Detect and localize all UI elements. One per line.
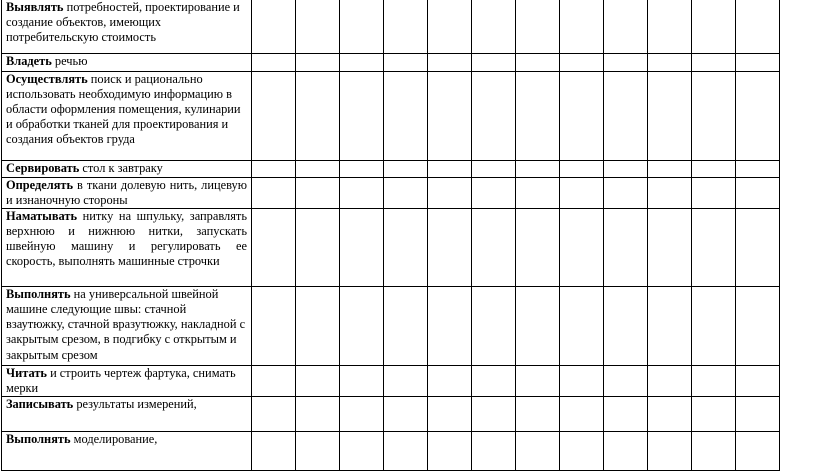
skill-verb: Выполнять	[6, 287, 71, 302]
grade-cell	[604, 54, 648, 72]
grade-cell	[648, 397, 692, 432]
grade-cell	[340, 366, 384, 397]
grade-cell	[736, 72, 780, 161]
grade-cell	[296, 432, 340, 471]
grade-cell	[472, 397, 516, 432]
grade-cell	[560, 432, 604, 471]
grade-cell	[736, 178, 780, 209]
skill-verb: Выполнять	[6, 432, 71, 447]
skill-cell	[2, 397, 252, 432]
skill-verb: Сервировать	[6, 161, 80, 175]
grade-cell	[604, 0, 648, 54]
grade-cell	[648, 54, 692, 72]
grade-cell	[648, 72, 692, 161]
grade-cell	[296, 72, 340, 161]
table-row	[2, 432, 780, 471]
grade-cell	[252, 54, 296, 72]
grade-cell	[604, 178, 648, 209]
grade-cell	[516, 178, 560, 209]
skill-verb: Владеть	[6, 54, 52, 68]
grade-cell	[384, 161, 428, 178]
grade-cell	[428, 161, 472, 178]
grade-cell	[560, 161, 604, 178]
skill-verb: Читать	[6, 366, 47, 381]
grade-cell	[340, 72, 384, 161]
grade-cell	[252, 287, 296, 366]
grade-cell	[472, 366, 516, 397]
grade-cell	[604, 397, 648, 432]
grade-cell	[428, 397, 472, 432]
grade-cell	[648, 287, 692, 366]
grade-cell	[384, 366, 428, 397]
grade-cell	[604, 72, 648, 161]
grade-cell	[516, 287, 560, 366]
skill-description: потребностей, проектирование и создание объектов, имеющих потребительскую стоимость	[6, 0, 240, 45]
grade-cell	[296, 209, 340, 287]
table-row	[2, 397, 780, 432]
skill-cell	[2, 72, 252, 161]
skill-verb: Записывать	[6, 397, 74, 412]
grade-cell	[692, 0, 736, 54]
grade-cell	[648, 178, 692, 209]
grade-cell	[472, 72, 516, 161]
grade-cell	[648, 366, 692, 397]
skills-table	[1, 0, 780, 471]
skill-cell	[2, 178, 252, 209]
grade-cell	[472, 432, 516, 471]
grade-cell	[384, 72, 428, 161]
grade-cell	[252, 397, 296, 432]
grade-cell	[252, 366, 296, 397]
grade-cell	[296, 366, 340, 397]
grade-cell	[692, 72, 736, 161]
grade-cell	[296, 178, 340, 209]
grade-cell	[428, 72, 472, 161]
skill-cell	[2, 54, 252, 72]
grade-cell	[604, 287, 648, 366]
grade-cell	[516, 209, 560, 287]
grade-cell	[560, 366, 604, 397]
grade-cell	[516, 54, 560, 72]
skill-cell	[2, 366, 252, 397]
grade-cell	[516, 397, 560, 432]
grade-cell	[252, 0, 296, 54]
grade-cell	[296, 0, 340, 54]
grade-cell	[252, 432, 296, 471]
grade-cell	[340, 0, 384, 54]
grade-cell	[604, 366, 648, 397]
grade-cell	[384, 178, 428, 209]
grade-cell	[648, 161, 692, 178]
table-row	[2, 287, 780, 366]
table-row	[2, 0, 780, 54]
grade-cell	[516, 432, 560, 471]
grade-cell	[560, 209, 604, 287]
grade-cell	[472, 0, 516, 54]
skill-description: на универсальной швейной машине следующие швы: стачной взаутюжку, стачной вразутюжку, накладной с закрытым срезом, в подгибку с открытым и закрытым срезом	[6, 287, 246, 362]
grade-cell	[384, 432, 428, 471]
grade-cell	[648, 0, 692, 54]
grade-cell	[472, 178, 516, 209]
grade-cell	[560, 54, 604, 72]
grade-cell	[692, 287, 736, 366]
grade-cell	[736, 287, 780, 366]
grade-cell	[296, 287, 340, 366]
skill-cell	[2, 209, 252, 287]
grade-cell	[604, 432, 648, 471]
skill-cell	[2, 0, 252, 54]
grade-cell	[340, 209, 384, 287]
grade-cell	[428, 0, 472, 54]
grade-cell	[692, 178, 736, 209]
skill-verb: Осуществлять	[6, 72, 88, 86]
grade-cell	[648, 209, 692, 287]
grade-cell	[340, 287, 384, 366]
grade-cell	[516, 0, 560, 54]
grade-cell	[736, 54, 780, 72]
grade-cell	[692, 209, 736, 287]
grade-cell	[692, 54, 736, 72]
grade-cell	[472, 161, 516, 178]
grade-cell	[648, 432, 692, 471]
grade-cell	[252, 178, 296, 209]
grade-cell	[428, 366, 472, 397]
table-row	[2, 161, 780, 178]
table-row	[2, 178, 780, 209]
skill-description: нитку на шпульку, заправлять верхнюю и нижнюю нитки, запускать швейную машину и регулировать ее скорость, выполнять машинные строчки	[6, 209, 247, 269]
grade-cell	[736, 432, 780, 471]
grade-cell	[384, 0, 428, 54]
skill-cell	[2, 432, 252, 471]
grade-cell	[736, 366, 780, 397]
grade-cell	[736, 0, 780, 54]
grade-cell	[340, 54, 384, 72]
grade-cell	[604, 161, 648, 178]
grade-cell	[692, 161, 736, 178]
table-row	[2, 54, 780, 72]
grade-cell	[736, 209, 780, 287]
grade-cell	[472, 287, 516, 366]
grade-cell	[560, 0, 604, 54]
grade-cell	[692, 432, 736, 471]
grade-cell	[516, 366, 560, 397]
skill-description: поиск и рационально использовать необходимую информацию в области оформления помещения, кулинарии и обработки тканей для проектирования и создания объектов груда	[6, 72, 241, 147]
grade-cell	[560, 287, 604, 366]
grade-cell	[516, 161, 560, 178]
grade-cell	[560, 397, 604, 432]
grade-cell	[340, 161, 384, 178]
skill-description: в ткани долевую нить, лицевую и изнаночную стороны	[6, 178, 247, 208]
skill-verb: Наматывать	[6, 209, 78, 224]
skill-verb: Выявлять	[6, 0, 64, 14]
grade-cell	[252, 72, 296, 161]
grade-cell	[428, 178, 472, 209]
grade-cell	[516, 72, 560, 161]
table-row	[2, 209, 780, 287]
grade-cell	[296, 161, 340, 178]
grade-cell	[296, 397, 340, 432]
skill-description: результаты измерений,	[73, 397, 197, 412]
grade-cell	[340, 432, 384, 471]
grade-cell	[472, 54, 516, 72]
grade-cell	[252, 161, 296, 178]
grade-cell	[472, 209, 516, 287]
grade-cell	[560, 178, 604, 209]
grade-cell	[428, 432, 472, 471]
grade-cell	[604, 209, 648, 287]
skill-verb: Определять	[6, 178, 74, 192]
grade-cell	[340, 397, 384, 432]
skill-description: моделирование,	[70, 432, 158, 447]
grade-cell	[736, 397, 780, 432]
grade-cell	[384, 54, 428, 72]
skill-description: и строить чертеж фартука, снимать мерки	[6, 366, 236, 396]
grade-cell	[560, 72, 604, 161]
table-row	[2, 366, 780, 397]
skill-description: речью	[51, 54, 88, 68]
skill-cell	[2, 287, 252, 366]
skill-description: стол к завтраку	[79, 161, 163, 175]
table-row	[2, 72, 780, 161]
grade-cell	[428, 54, 472, 72]
grade-cell	[692, 366, 736, 397]
skill-cell	[2, 161, 252, 178]
grade-cell	[384, 287, 428, 366]
grade-cell	[428, 287, 472, 366]
grade-cell	[428, 209, 472, 287]
grade-cell	[692, 397, 736, 432]
grade-cell	[252, 209, 296, 287]
grade-cell	[384, 209, 428, 287]
grade-cell	[736, 161, 780, 178]
grade-cell	[296, 54, 340, 72]
grade-cell	[384, 397, 428, 432]
grade-cell	[340, 178, 384, 209]
